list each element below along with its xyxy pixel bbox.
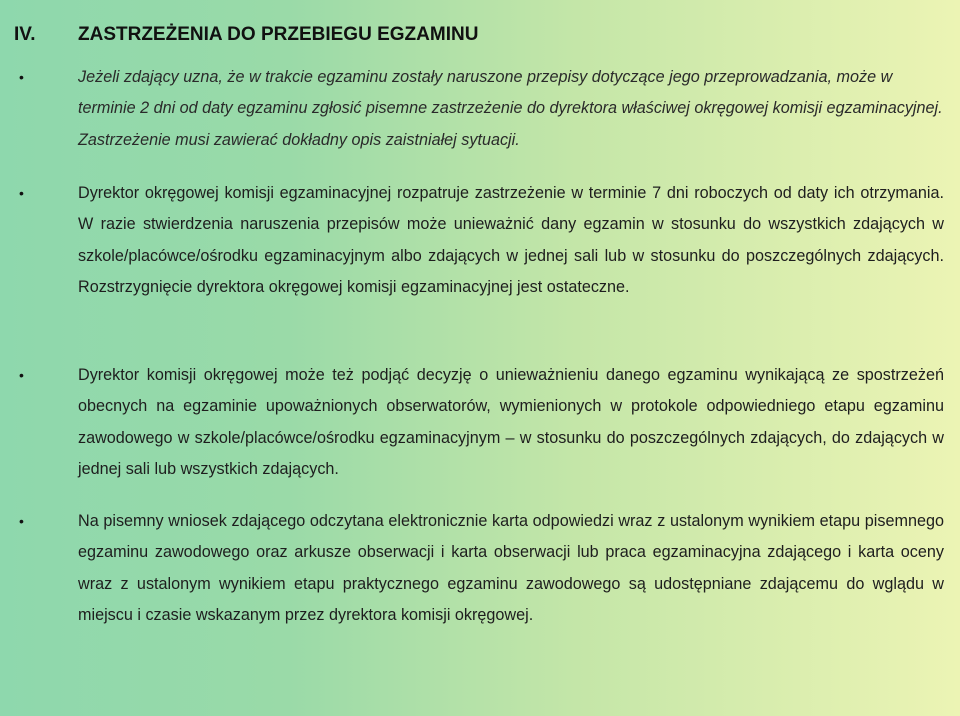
section-number: IV. xyxy=(14,24,36,45)
paragraph: Na pisemny wniosek zdającego odczytana elektronicznie karta odpowiedzi wraz z ustalonym wynikiem etapu pisemnego egzaminu zawodowego oraz arkusze obserwacji i karta obserwacji lub praca egzaminacyjna zdającego i karta oceny wraz z ustalonym wynikiem etapu praktycznego egzaminu zawodowego są udostępniane zdającemu do wglądu w miejscu i czasie wskazanym przez dyrektora komisji okręgowej. xyxy=(78,512,944,624)
bullet-icon: • xyxy=(19,513,24,529)
bullet-icon: • xyxy=(19,367,24,383)
paragraph: Jeżeli zdający uzna, że w trakcie egzaminu zostały naruszone przepisy dotyczące jego przeprowadzania, może w terminie 2 dni od daty egzaminu zgłosić pisemne zastrzeżenie do dyrektora właściwej okręgowej komisji egzaminacyjnej. Zastrzeżenie musi zawierać dokładny opis zaistniałej sytuacji. xyxy=(78,68,943,149)
bullet-icon: • xyxy=(19,69,24,85)
section-heading xyxy=(14,24,478,46)
section-title: ZASTRZEŻENIA DO PRZEBIEGU EGZAMINU xyxy=(78,24,479,45)
paragraph: Dyrektor komisji okręgowej może też podjąć decyzję o unieważnieniu danego egzaminu wynikającą ze spostrzeżeń obecnych na egzaminie upoważnionych obserwatorów, wymienionych w protokole odpowiedniego etapu egzaminu zawodowego w szkole/placówce/ośrodku egzaminacyjnym – w stosunku do poszczególnych zdających, do zdających w jednej sali lub wszystkich zdających. xyxy=(78,366,944,478)
paragraph: Dyrektor okręgowej komisji egzaminacyjnej rozpatruje zastrzeżenie w terminie 7 dni roboczych od daty ich otrzymania. W razie stwierdzenia naruszenia przepisów może unieważnić dany egzamin w stosunku do wszystkich zdających w szkole/placówce/ośrodku egzaminacyjnym albo zdających w jednej sali lub w stosunku do poszczególnych zdających. Rozstrzygnięcie dyrektora okręgowej komisji egzaminacyjnej jest ostateczne. xyxy=(78,184,944,296)
bullet-icon: • xyxy=(19,185,24,201)
